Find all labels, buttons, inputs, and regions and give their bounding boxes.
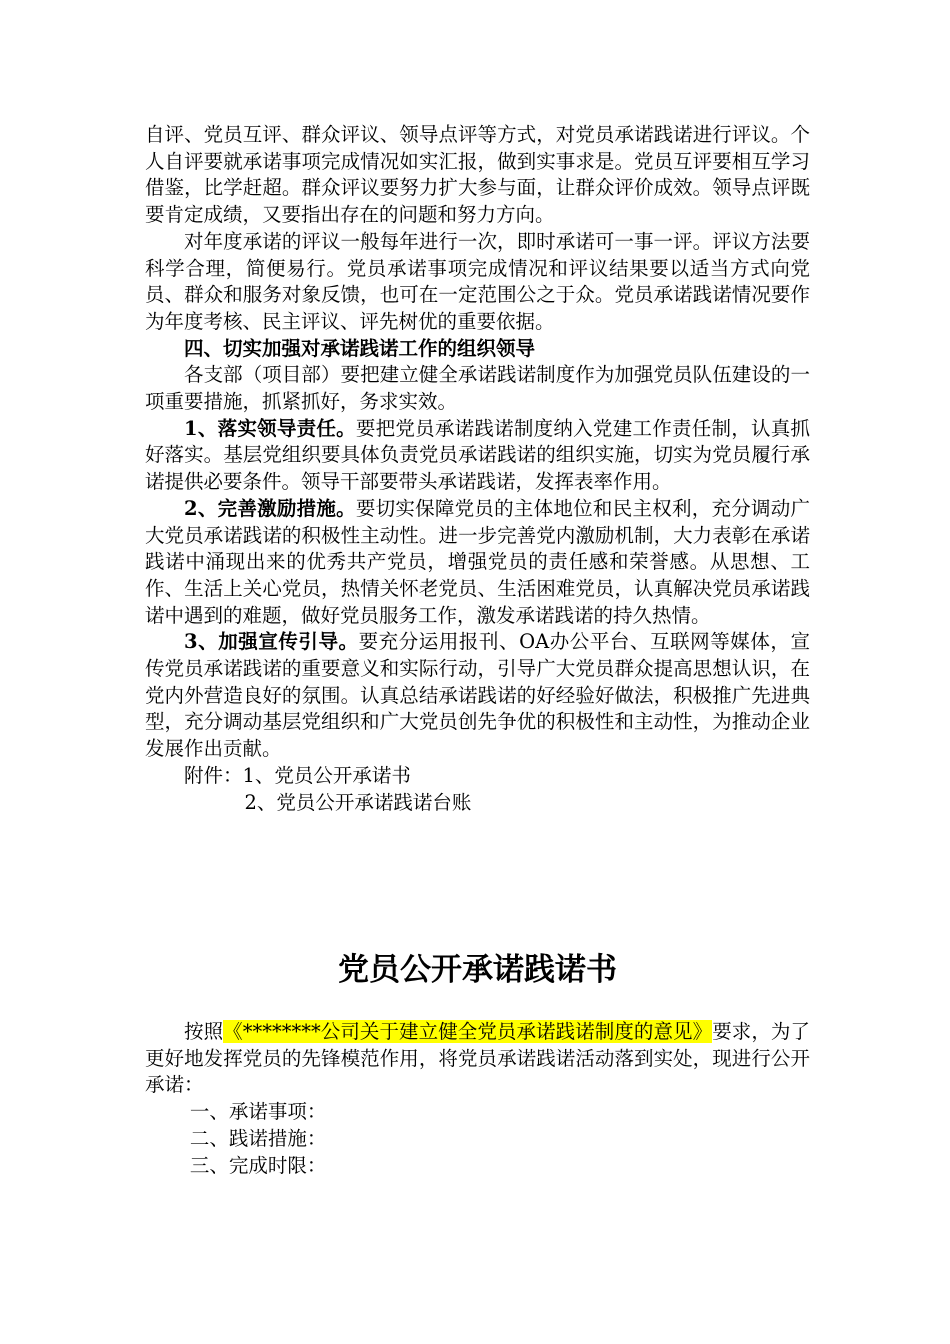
item-title: 2、完善激励措施。 — [184, 496, 356, 520]
item-incentive-measures — [145, 496, 810, 630]
item-publicity-guidance — [145, 629, 810, 763]
pledge-title: 党员公开承诺践诺书 — [338, 952, 617, 988]
paragraph-annual-evaluation: 对年度承诺的评议一般每年进行一次，即时承诺可一事一评。评议方法要科学合理，简便易行。党员承诺事项完成情况和评议结果要以适当方式向党员、群众和服务对象反馈，也可在一定范围公之于众。党员承诺践诺情况要作为年度考核、民主评议、评先树优的重要依据。 — [145, 229, 810, 333]
item-leadership-responsibility — [145, 416, 810, 496]
item-title: 1、落实领导责任。 — [184, 416, 356, 440]
item-title: 3、加强宣传引导。 — [184, 630, 359, 654]
attachment-line-2: 2、党员公开承诺践诺台账 — [244, 790, 472, 814]
document-body-top — [145, 122, 810, 816]
pledge-item-measures: 二、践诺措施： — [189, 1126, 327, 1150]
intro-prefix: 按照 — [184, 1020, 224, 1043]
paragraph-evaluation-methods: 自评、党员互评、群众评议、领导点评等方式，对党员承诺践诺进行评议。个人自评要就承诺事项完成情况如实汇报，做到实事求是。党员互评要相互学习借鉴，比学赶超。群众评议要努力扩大参与面，让群众评价成效。领导点评既要肯定成绩，又要指出存在的问题和努力方向。 — [145, 123, 810, 227]
pledge-intro — [145, 1019, 810, 1099]
item-body: 要充分运用报刊、OA办公平台、互联网等媒体，宣传党员承诺践诺的重要意义和实际行动，引导广大党员群众提高思想认识，在党内外营造良好的氛围。认真总结承诺践诺的好经验好做法，积极推广先进典型，充分调动基层党组织和广大党员创先争优的积极性和主动性，为推动企业发展作出贡献。 — [145, 630, 810, 761]
pledge-item-commitments: 一、承诺事项： — [189, 1100, 327, 1124]
document-body-pledge — [145, 1019, 810, 1179]
intro-suffix: 要求，为了更好地发挥党员的先锋模范作用，将党员承诺践诺活动落到实处，现进行公开承诺： — [145, 1020, 810, 1097]
item-body: 要把党员承诺践诺制度纳入党建工作责任制，认真抓好落实。基层党组织要具体负责党员承诺践诺的组织实施，切实为党员履行承诺提供必要条件。领导干部要带头承诺践诺，发挥表率作用。 — [145, 416, 810, 494]
paragraph-branches: 各支部（项目部）要把建立健全承诺践诺制度作为加强党员队伍建设的一项重要措施，抓紧抓好，务求实效。 — [145, 363, 810, 414]
pledge-item-deadline: 三、完成时限： — [189, 1153, 327, 1177]
highlighted-document-reference: 《********公司关于建立健全党员承诺践诺制度的意见》 — [223, 1020, 713, 1043]
section-heading-4: 四、切实加强对承诺践诺工作的组织领导 — [184, 336, 536, 360]
attachment-line-1: 附件：1、党员公开承诺书 — [184, 763, 411, 787]
item-body: 要切实保障党员的主体地位和民主权利，充分调动广大党员承诺践诺的积极性主动性。进一步完善党内激励机制，大力表彰在承诺践诺中涌现出来的优秀共产党员，增强党员的责任感和荣誉感。从思想、工作、生活上关心党员，热情关怀老党员、生活困难党员，认真解决党员承诺践诺中遇到的难题，做好党员服务工作，激发承诺践诺的持久热情。 — [145, 496, 810, 627]
